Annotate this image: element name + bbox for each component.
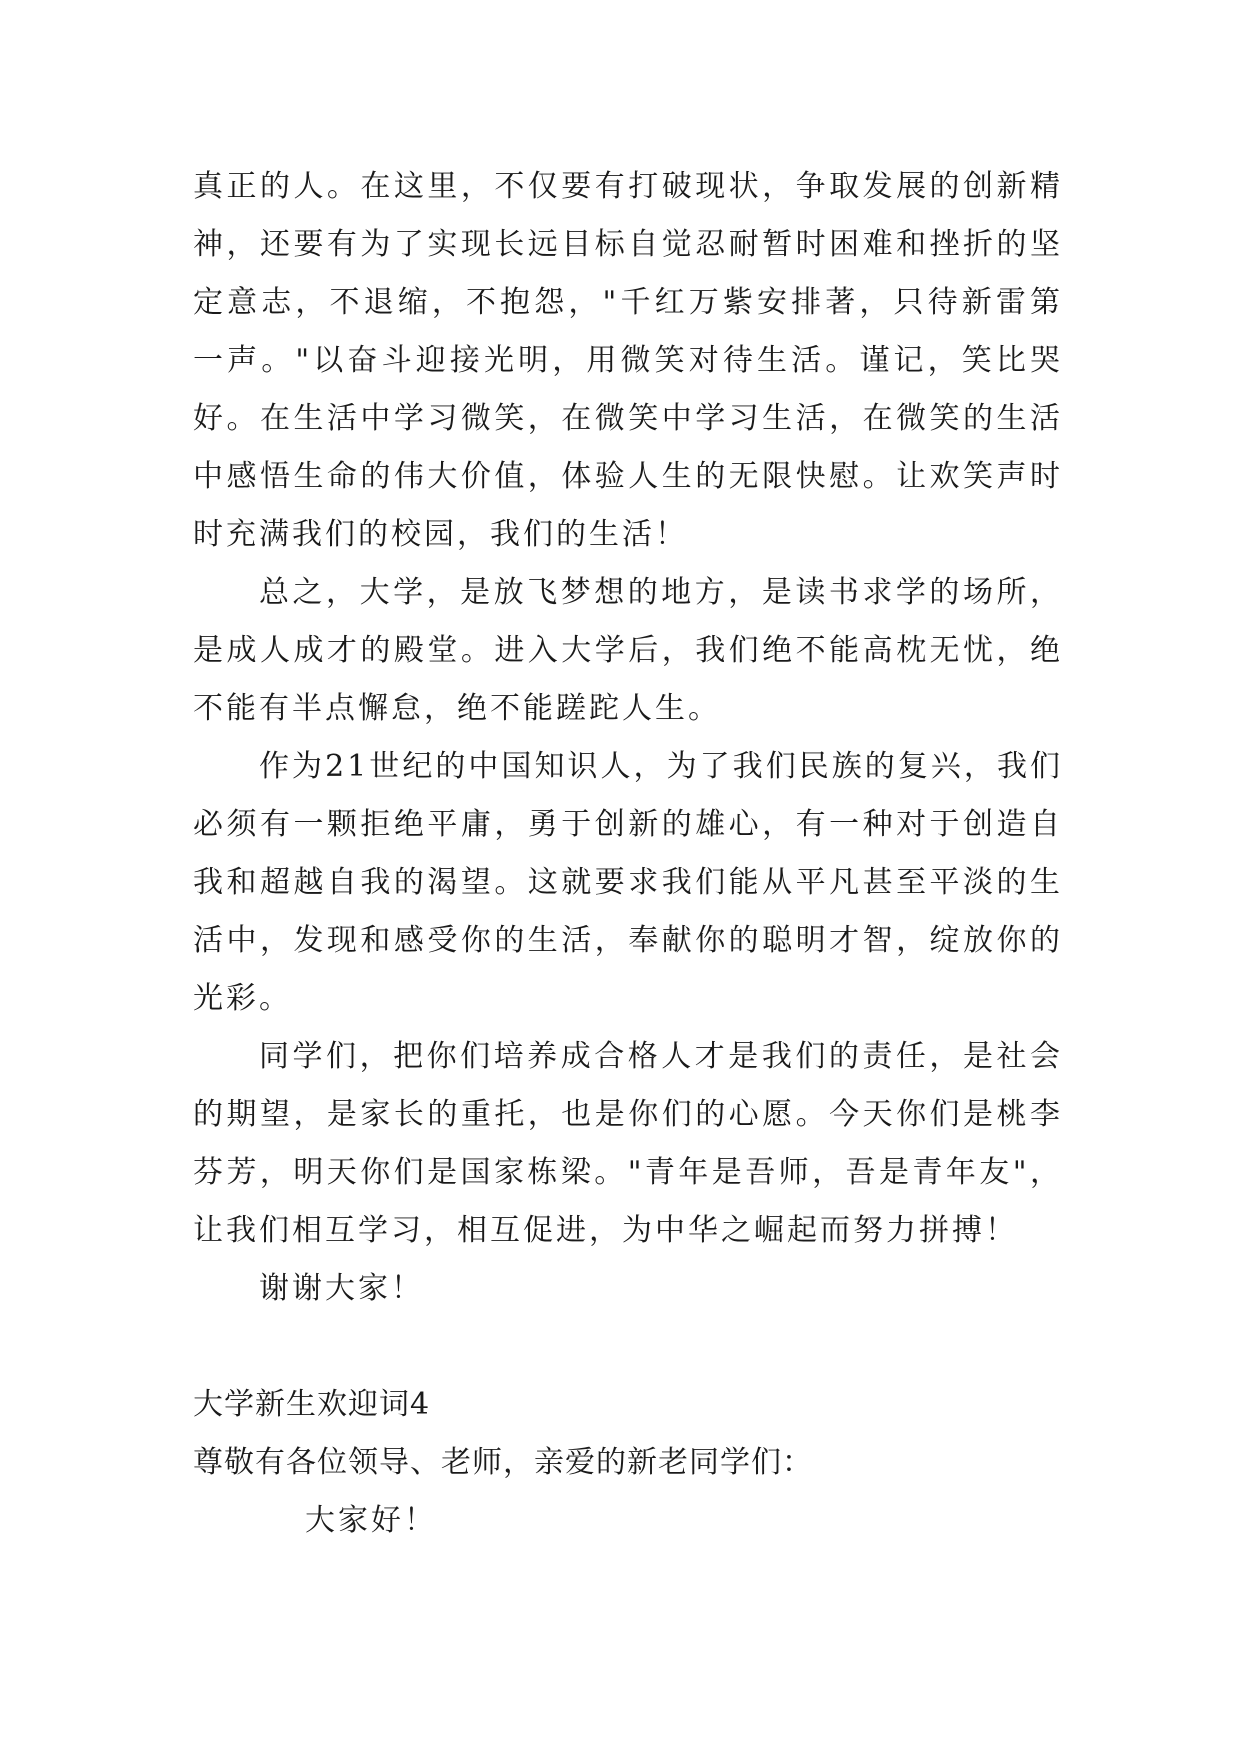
paragraph-students: 同学们，把你们培养成合格人才是我们的责任，是社会的期望，是家长的重托，也是你们的心愿。今天你们是桃李芬芳，明天你们是国家栋梁。"青年是吾师，吾是青年友"，让我们相互学习，相互促进，为中华之崛起而努力拼搏！ bbox=[193, 1039, 1063, 1248]
section-gap bbox=[193, 1318, 1063, 1376]
section-title: 大学新生欢迎词4 bbox=[193, 1387, 431, 1422]
paragraph-century: 作为21世纪的中国知识人，为了我们民族的复兴，我们必须有一颗拒绝平庸，勇于创新的雄心，有一种对于创造自我和超越自我的渴望。这就要求我们能从平凡甚至平淡的生活中，发现和感受你的生活，奉献你的聪明才智，绽放你的光彩。 bbox=[193, 749, 1063, 1016]
paragraph-summary: 总之，大学，是放飞梦想的地方，是读书求学的场所，是成人成才的殿堂。进入大学后，我们绝不能高枕无忧，绝不能有半点懈怠，绝不能蹉跎人生。 bbox=[193, 575, 1063, 726]
greeting: 大家好！ bbox=[305, 1503, 437, 1538]
salutation: 尊敬有各位领导、老师，亲爱的新老同学们： bbox=[193, 1445, 813, 1480]
paragraph-thanks: 谢谢大家！ bbox=[259, 1271, 424, 1306]
document-body bbox=[193, 158, 1063, 1550]
paragraph-continuation: 真正的人。在这里，不仅要有打破现状，争取发展的创新精神，还要有为了实现长远目标自觉忍耐暂时困难和挫折的坚定意志，不退缩，不抱怨，"千红万紫安排著，只待新雷第一声。"以奋斗迎接光明，用微笑对待生活。谨记，笑比哭好。在生活中学习微笑，在微笑中学习生活，在微笑的生活中感悟生命的伟大价值，体验人生的无限快慰。让欢笑声时时充满我们的校园，我们的生活！ bbox=[193, 169, 1063, 552]
